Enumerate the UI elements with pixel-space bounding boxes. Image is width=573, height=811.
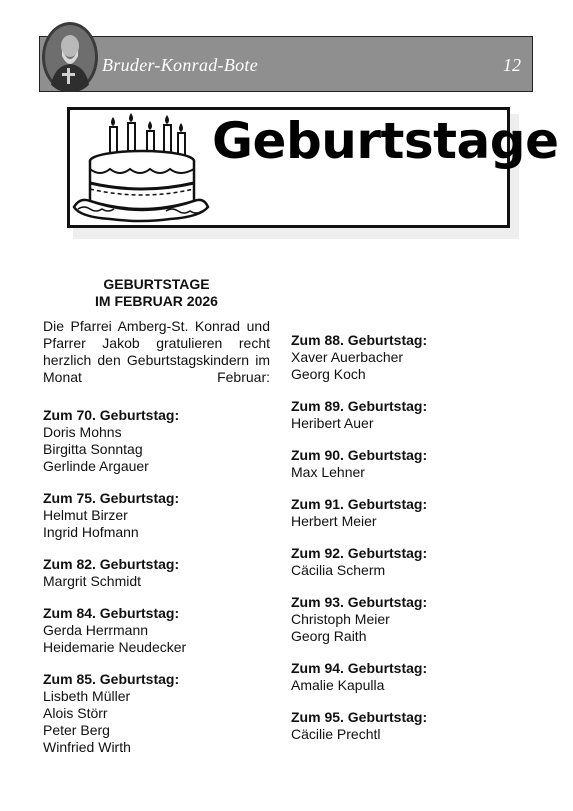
- person-name: Georg Koch: [291, 366, 366, 382]
- person-name: Christoph Meier: [291, 611, 390, 627]
- person-name: Amalie Kapulla: [291, 677, 385, 693]
- person-name: Margrit Schmidt: [43, 573, 142, 589]
- person-name: Max Lehner: [291, 464, 365, 480]
- person-name: Cäcilie Prechtl: [291, 726, 381, 742]
- person-name: Gerda Herrmann: [43, 622, 149, 638]
- person-name: Doris Mohns: [43, 424, 122, 440]
- left-birthday-column: [43, 407, 273, 771]
- birthday-group: [291, 398, 521, 432]
- banner-title: Geburtstage: [212, 112, 559, 170]
- birthday-group: [43, 407, 273, 475]
- birthday-group-title: Zum 84. Geburtstag:: [43, 605, 180, 621]
- person-name: Peter Berg: [43, 722, 110, 738]
- person-name: Winfried Wirth: [43, 739, 131, 755]
- birthday-group-title: Zum 91. Geburtstag:: [291, 496, 428, 512]
- birthday-cake-illustration: [70, 113, 210, 225]
- birthday-group: [291, 709, 521, 743]
- birthday-group: [43, 490, 273, 541]
- birthday-group-title: Zum 70. Geburtstag:: [43, 407, 180, 423]
- page-number: 12: [503, 55, 521, 75]
- birthday-group-title: Zum 82. Geburtstag:: [43, 556, 180, 572]
- person-name: Xaver Auerbacher: [291, 349, 404, 365]
- birthday-group: [43, 556, 273, 590]
- person-name: Heribert Auer: [291, 415, 374, 431]
- person-name: Cäcilia Scherm: [291, 562, 386, 578]
- person-name: Alois Störr: [43, 705, 108, 721]
- birthday-group-title: Zum 85. Geburtstag:: [43, 671, 180, 687]
- birthday-group-title: Zum 75. Geburtstag:: [43, 490, 180, 506]
- birthday-group: [291, 496, 521, 530]
- section-heading: [43, 276, 270, 310]
- birthday-group-title: Zum 90. Geburtstag:: [291, 447, 428, 463]
- birthday-group: [43, 605, 273, 656]
- person-name: Gerlinde Argauer: [43, 458, 149, 474]
- birthday-group: [291, 447, 521, 481]
- right-birthday-column: [291, 332, 521, 758]
- birthday-group-title: Zum 93. Geburtstag:: [291, 594, 428, 610]
- birthday-group-title: Zum 89. Geburtstag:: [291, 398, 428, 414]
- birthday-group-title: Zum 95. Geburtstag:: [291, 709, 428, 725]
- birthday-group: [291, 594, 521, 645]
- birthday-group-title: Zum 94. Geburtstag:: [291, 660, 428, 676]
- intro-paragraph: Die Pfarrei Amberg-St. Konrad und Pfarrer Jakob gratulieren recht herzlich den Geburtstagskindern im Monat Februar:: [43, 318, 270, 385]
- birthday-group-title: Zum 92. Geburtstag:: [291, 545, 428, 561]
- birthday-group-title: Zum 88. Geburtstag:: [291, 332, 428, 348]
- person-name: Helmut Birzer: [43, 507, 128, 523]
- saint-portrait-image: [42, 22, 98, 92]
- birthday-group: [291, 545, 521, 579]
- person-name: Lisbeth Müller: [43, 688, 131, 704]
- section-heading-line-1: GEBURTSTAGE: [103, 276, 210, 292]
- publication-title: Bruder-Konrad-Bote: [102, 55, 259, 75]
- person-name: Heidemarie Neudecker: [43, 639, 187, 655]
- person-name: Ingrid Hofmann: [43, 524, 139, 540]
- birthday-group: [291, 660, 521, 694]
- person-name: Herbert Meier: [291, 513, 377, 529]
- section-heading-line-2: IM FEBRUAR 2026: [95, 293, 218, 309]
- person-name: Birgitta Sonntag: [43, 441, 143, 457]
- birthday-group: [291, 332, 521, 383]
- person-name: Georg Raith: [291, 628, 367, 644]
- birthday-group: [43, 671, 273, 756]
